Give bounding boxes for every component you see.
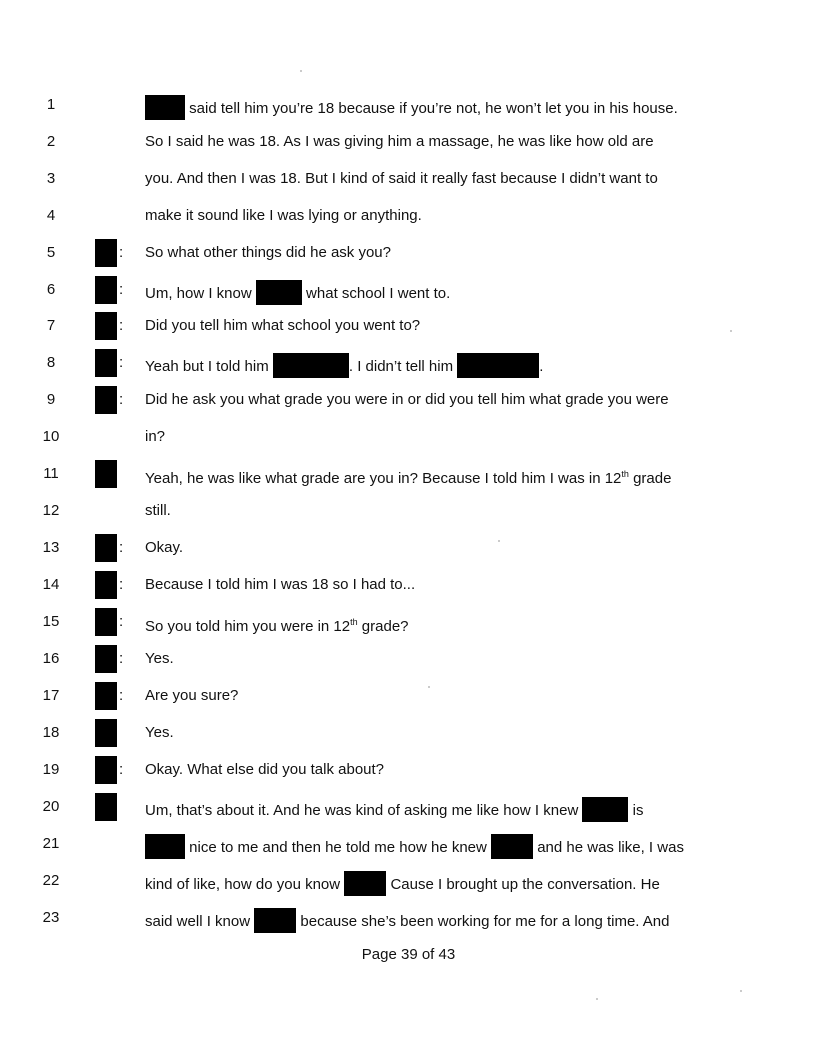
line-number: 7 [46, 317, 56, 334]
line-text: So what other things did he ask you? [145, 244, 391, 261]
transcript-line [0, 419, 817, 455]
line-text: in? [145, 428, 166, 445]
line-number: 19 [42, 761, 60, 778]
speaker-colon: : [119, 576, 124, 593]
redaction-block [95, 386, 117, 414]
transcript-line [0, 345, 817, 381]
transcript-line [0, 567, 817, 603]
speaker-colon: : [119, 761, 124, 778]
line-text: still. [145, 502, 171, 519]
transcript-line [0, 826, 817, 862]
line-text: Are you sure? [145, 687, 239, 704]
redaction-block [95, 349, 117, 377]
speaker-colon: : [119, 687, 124, 704]
line-text: make it sound like I was lying or anything. [145, 207, 422, 224]
speaker-redacted [95, 239, 131, 267]
transcript-line [0, 863, 817, 899]
transcript-line [0, 715, 817, 751]
redaction-block [95, 239, 117, 267]
redaction-block [95, 682, 117, 710]
line-number: 5 [46, 244, 56, 261]
speaker-redacted [95, 534, 131, 562]
line-text: said well I know because she’s been working for me for a long time. And [145, 908, 670, 933]
scan-speck [300, 70, 302, 72]
line-number: 1 [46, 96, 56, 113]
transcript-line [0, 752, 817, 788]
scan-speck [730, 330, 732, 332]
line-number: 14 [42, 576, 60, 593]
transcript-line [0, 641, 817, 677]
redaction-block [145, 95, 185, 120]
scan-speck [740, 990, 742, 992]
transcript-line [0, 308, 817, 344]
scan-speck [428, 686, 430, 688]
speaker-redacted [95, 719, 131, 747]
transcript-line [0, 456, 817, 492]
speaker-redacted [95, 460, 131, 488]
line-text: said tell him you’re 18 because if you’re not, he won’t let you in his house. [145, 95, 678, 120]
redaction-block [491, 834, 533, 859]
redaction-block [95, 756, 117, 784]
speaker-colon: : [119, 244, 124, 261]
transcript-line [0, 382, 817, 418]
line-text: Did he ask you what grade you were in or did you tell him what grade you were [145, 391, 669, 408]
transcript-line [0, 124, 817, 160]
redaction-block [254, 908, 296, 933]
redaction-block [95, 645, 117, 673]
speaker-redacted [95, 793, 131, 821]
line-text: Because I told him I was 18 so I had to... [145, 576, 416, 593]
line-number: 18 [42, 724, 60, 741]
transcript-line [0, 900, 817, 936]
page-footer: Page 39 of 43 [361, 946, 456, 963]
speaker-colon: : [119, 354, 124, 371]
redaction-block [95, 719, 117, 747]
speaker-redacted [95, 349, 131, 377]
scan-speck [596, 998, 598, 1000]
line-text: Um, how I know what school I went to. [145, 280, 450, 305]
line-number: 8 [46, 354, 56, 371]
line-text: Yes. [145, 650, 174, 667]
transcript-line [0, 789, 817, 825]
speaker-colon: : [119, 281, 124, 298]
speaker-colon: : [119, 539, 124, 556]
redaction-block [273, 353, 349, 378]
speaker-redacted [95, 756, 131, 784]
redaction-block [145, 834, 185, 859]
scan-speck [498, 540, 500, 542]
line-text: Um, that’s about it. And he was kind of asking me like how I knew is [145, 797, 643, 822]
redaction-block [95, 793, 117, 821]
transcript-line [0, 198, 817, 234]
transcript-line [0, 493, 817, 529]
line-number: 17 [42, 687, 60, 704]
redaction-block [457, 353, 539, 378]
speaker-colon: : [119, 613, 124, 630]
line-text: you. And then I was 18. But I kind of said it really fast because I didn’t want to [145, 170, 658, 187]
line-text: Okay. What else did you talk about? [145, 761, 385, 778]
speaker-redacted [95, 276, 131, 304]
line-number: 3 [46, 170, 56, 187]
line-number: 23 [42, 909, 60, 926]
line-number: 15 [42, 613, 60, 630]
redaction-block [344, 871, 386, 896]
redaction-block [582, 797, 628, 822]
line-text: nice to me and then he told me how he knew and he was like, I was [145, 834, 684, 859]
line-number: 9 [46, 391, 56, 408]
line-number: 6 [46, 281, 56, 298]
redaction-block [95, 534, 117, 562]
redaction-block [95, 276, 117, 304]
redaction-block [95, 571, 117, 599]
line-number: 2 [46, 133, 56, 150]
transcript-line [0, 604, 817, 640]
line-number: 16 [42, 650, 60, 667]
transcript-line [0, 272, 817, 308]
redaction-block [95, 460, 117, 488]
line-number: 20 [42, 798, 60, 815]
transcript-line [0, 87, 817, 123]
transcript-line [0, 678, 817, 714]
redaction-block [256, 280, 302, 305]
line-number: 21 [42, 835, 60, 852]
line-number: 12 [42, 502, 60, 519]
redaction-block [95, 608, 117, 636]
speaker-redacted [95, 312, 131, 340]
line-number: 22 [42, 872, 60, 889]
line-text: So you told him you were in 12th grade? [145, 617, 409, 635]
line-text: Yeah but I told him . I didn’t tell him . [145, 353, 543, 378]
line-number: 13 [42, 539, 60, 556]
line-text: Yeah, he was like what grade are you in? Because I told him I was in 12th grade [145, 469, 672, 487]
redaction-block [95, 312, 117, 340]
speaker-redacted [95, 571, 131, 599]
speaker-redacted [95, 386, 131, 414]
line-text: Did you tell him what school you went to? [145, 317, 421, 334]
line-number: 11 [43, 465, 59, 482]
transcript-line [0, 235, 817, 271]
speaker-colon: : [119, 391, 124, 408]
line-text: Okay. [145, 539, 184, 556]
speaker-redacted [95, 608, 131, 636]
speaker-colon: : [119, 317, 124, 334]
line-text: kind of like, how do you know Cause I brought up the conversation. He [145, 871, 660, 896]
line-number: 10 [42, 428, 60, 445]
line-number: 4 [46, 207, 56, 224]
speaker-redacted [95, 645, 131, 673]
speaker-redacted [95, 682, 131, 710]
transcript-line [0, 161, 817, 197]
line-text: So I said he was 18. As I was giving him a massage, he was like how old are [145, 133, 654, 150]
line-text: Yes. [145, 724, 174, 741]
transcript-line [0, 530, 817, 566]
speaker-colon: : [119, 650, 124, 667]
